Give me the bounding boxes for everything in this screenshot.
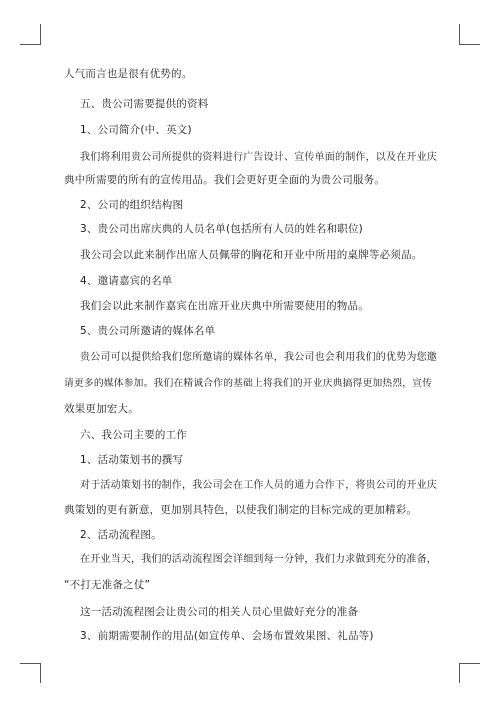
item-heading: 3、前期需要制作的用品(如宣传单、会场布置效果图、礼品等) — [80, 630, 374, 642]
paragraph-line: “不打无准备之仗” — [64, 579, 151, 591]
crop-mark-top-left — [40, 24, 41, 44]
text-line: 人气而言也是很有优势的。 — [64, 68, 193, 80]
crop-mark-top-right — [459, 24, 460, 44]
item-heading: 5、贵公司所邀请的媒体名单 — [80, 325, 216, 337]
section-heading: 六、我公司主要的工作 — [80, 429, 187, 441]
paragraph-line: 在开业当天，我们的活动流程图会详细到每一分钟，我们力求做到充分的准备， — [80, 554, 437, 565]
item-heading: 3、贵公司出席庆典的人员名单(包括所有人员的姓名和职位) — [80, 223, 363, 235]
paragraph-line: 效果更加宏大。 — [64, 403, 139, 415]
paragraph-line: 典策划的更有新意，更加别具特色，以使我们制定的目标完成的更加精彩。 — [64, 504, 418, 516]
paragraph-line: 我们将利用贵公司所提供的资料进行广告设计、宣传单面的制作，以及在开业庆 — [80, 152, 437, 163]
crop-mark-top-left — [20, 44, 41, 45]
paragraph-line: 贵公司可以提供给我们您所邀请的媒体名单，我公司也会利用我们的优势为您邀 — [80, 352, 437, 363]
crop-mark-bottom-right — [459, 663, 460, 683]
crop-mark-bottom-right — [459, 663, 480, 664]
crop-mark-bottom-left — [20, 663, 41, 664]
item-heading: 4、邀请嘉宾的名单 — [80, 275, 173, 287]
paragraph-line: 请更多的媒体参加。我们在精诚合作的基础上将我们的开业庆典搞得更加热烈，宣传 — [64, 378, 433, 389]
paragraph-line: 这一活动流程图会让贵公司的相关人员心里做好充分的准备 — [80, 606, 359, 618]
paragraph-line: 我公司会以此来制作出席人员佩带的胸花和开业中所用的桌牌等必须品。 — [80, 249, 423, 261]
item-heading: 2、公司的组织结构图 — [80, 199, 184, 211]
crop-mark-bottom-left — [40, 663, 41, 683]
item-heading: 1、公司简介(中、英文) — [80, 124, 192, 136]
item-heading: 1、活动策划书的撰写 — [80, 454, 184, 466]
paragraph-line: 我们会以此来制作嘉宾在出席开业庆典中所需要使用的物品。 — [80, 300, 369, 312]
paragraph-line: 典中所需要的所有的宣传用品。我们会更好更全面的为贵公司服务。 — [64, 174, 385, 186]
crop-mark-top-right — [459, 44, 480, 45]
section-heading: 五、贵公司需要提供的资料 — [80, 98, 209, 110]
item-heading: 2、活动流程图。 — [80, 529, 162, 541]
paragraph-line: 对于活动策划书的制作，我公司会在工作人员的通力合作下，将贵公司的开业庆 — [80, 480, 437, 491]
